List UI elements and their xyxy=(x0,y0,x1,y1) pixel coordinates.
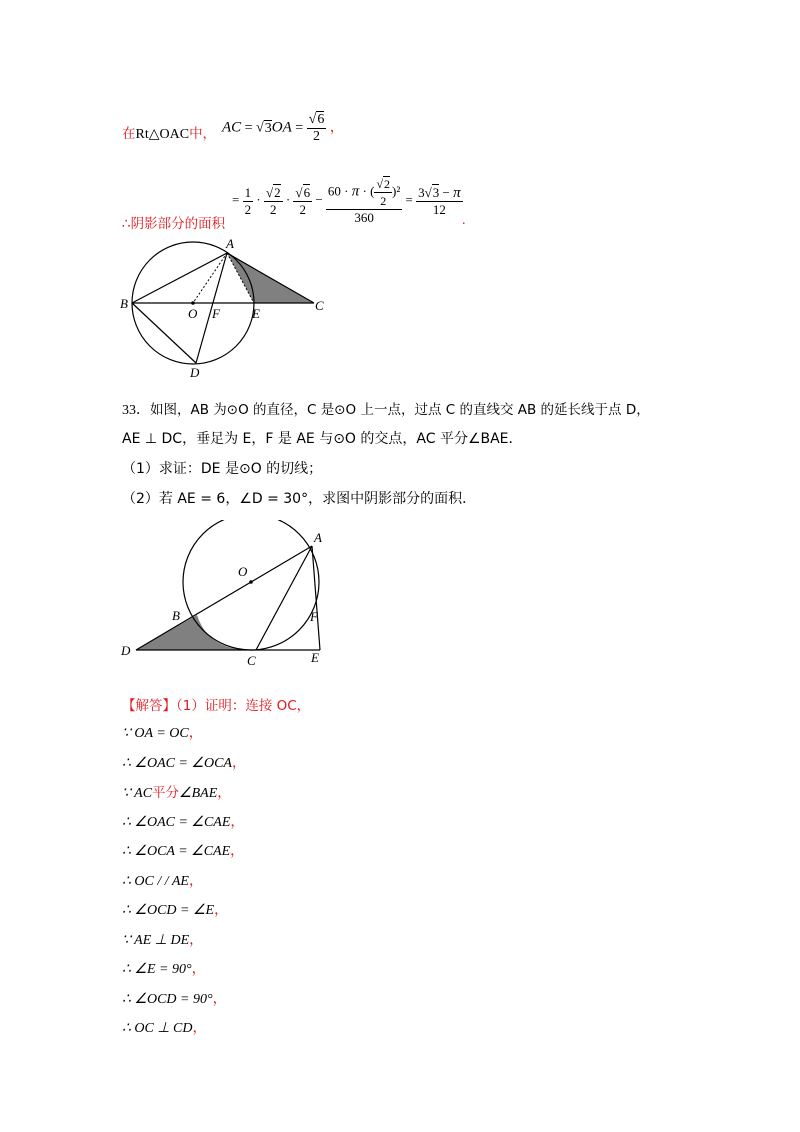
step-math: ∵ AE ⊥ DE xyxy=(122,932,190,948)
solution-step xyxy=(122,752,246,772)
solution-tag: 【解答】 xyxy=(122,698,176,714)
step-punct: ， xyxy=(230,844,245,859)
problem-question-1: （1）求证：DE 是⊙O 的切线； xyxy=(122,461,323,477)
solution-step xyxy=(122,988,227,1008)
solution-step xyxy=(122,840,244,860)
step-math: ∴ OC / / AE xyxy=(122,873,189,889)
step-math-2: ∠BAE xyxy=(179,786,218,801)
solution-step xyxy=(122,899,228,919)
step-text: 平分 xyxy=(152,785,180,801)
label-o-1: O xyxy=(188,306,198,321)
step-punct: ， xyxy=(231,755,246,771)
step-punct: ， xyxy=(214,903,229,918)
step-punct: ， xyxy=(217,786,232,801)
text-period-1: . xyxy=(462,213,466,228)
solution-step xyxy=(122,1017,207,1037)
label-e-2: E xyxy=(311,650,319,665)
step-punct: ， xyxy=(212,991,227,1007)
step-math: ∴ ∠OCD = ∠E xyxy=(122,903,215,918)
problem-stem-2: AE ⊥ DC，垂足为 E，F 是 AE 与⊙O 的交点，AC 平分∠BAE． xyxy=(122,431,523,447)
figure-1 xyxy=(110,236,340,384)
label-d-1: D xyxy=(190,365,200,380)
solution-step xyxy=(122,958,206,978)
line-rt-triangle xyxy=(122,122,216,143)
step-math: ∴ ∠OAC = ∠OCA xyxy=(122,755,232,771)
text-rt-oac: Rt△OAC xyxy=(135,127,190,142)
step-punct: ， xyxy=(189,932,204,948)
label-c-2: C xyxy=(247,653,256,668)
step-math: ∴ ∠E = 90° xyxy=(122,962,192,977)
text-comma-1: ， xyxy=(329,120,344,136)
step-math: ∴ ∠OCA = ∠CAE xyxy=(122,844,231,859)
problem-stem-1: 33．如图，AB 为⊙O 的直径，C 是⊙O 上一点，过点 C 的直线交 AB 的延长线于点 D， xyxy=(122,402,650,418)
label-a-1: A xyxy=(226,236,234,251)
solution-step xyxy=(122,929,203,949)
label-f-1: F xyxy=(212,306,220,321)
label-e-1: E xyxy=(252,306,260,321)
step-math: ∴ OC ⊥ CD xyxy=(122,1021,193,1036)
formula-area: = $\frac{1}{2}$ · $\frac{√2}{2}$ · $\frac{√6}{2}$ − 60 · π · ( $\frac{√2}{2}$ )² 360 = $\frac{3√3 - \pi}{12}$ xyxy=(232,177,461,225)
solution-step xyxy=(122,722,203,742)
shaded-region-2 xyxy=(136,615,251,650)
solution-header xyxy=(122,694,310,715)
label-d-2: D xyxy=(121,643,131,658)
label-c-1: C xyxy=(315,298,324,313)
circle-2 xyxy=(183,520,319,650)
step-punct: ， xyxy=(230,814,245,830)
text-zai: 在 xyxy=(122,126,136,142)
step-punct: ， xyxy=(188,726,203,741)
label-b-1: B xyxy=(120,296,128,311)
label-o-2: O xyxy=(238,564,248,579)
label-a-2: A xyxy=(314,530,322,545)
text-zhong: 中， xyxy=(189,126,217,142)
label-b-2: B xyxy=(172,608,180,623)
solution-step xyxy=(122,811,244,831)
label-f-2: F xyxy=(310,609,318,624)
problem-question-2: （2）若 AE = 6，∠D = 30°，求图中阴影部分的面积． xyxy=(122,491,477,507)
formula-ac: AC = √3OA = $\frac{√6}{2}$ ， xyxy=(222,112,344,144)
text-shaded-area: ∴阴影部分的面积 xyxy=(122,216,226,232)
step-math: ∵ OA = OC xyxy=(122,726,189,741)
step-punct: ， xyxy=(189,873,203,889)
step-punct: ， xyxy=(191,962,206,977)
step-punct: ， xyxy=(192,1021,207,1036)
solution-step xyxy=(122,781,231,802)
step-math: ∴ ∠OCD = 90° xyxy=(122,991,213,1007)
figure-2 xyxy=(116,520,340,670)
solution-intro: （1）证明：连接 OC， xyxy=(176,698,311,714)
step-math: ∴ ∠OAC = ∠CAE xyxy=(122,814,231,830)
solution-step xyxy=(122,870,203,890)
step-math: ∵ AC xyxy=(122,786,153,801)
